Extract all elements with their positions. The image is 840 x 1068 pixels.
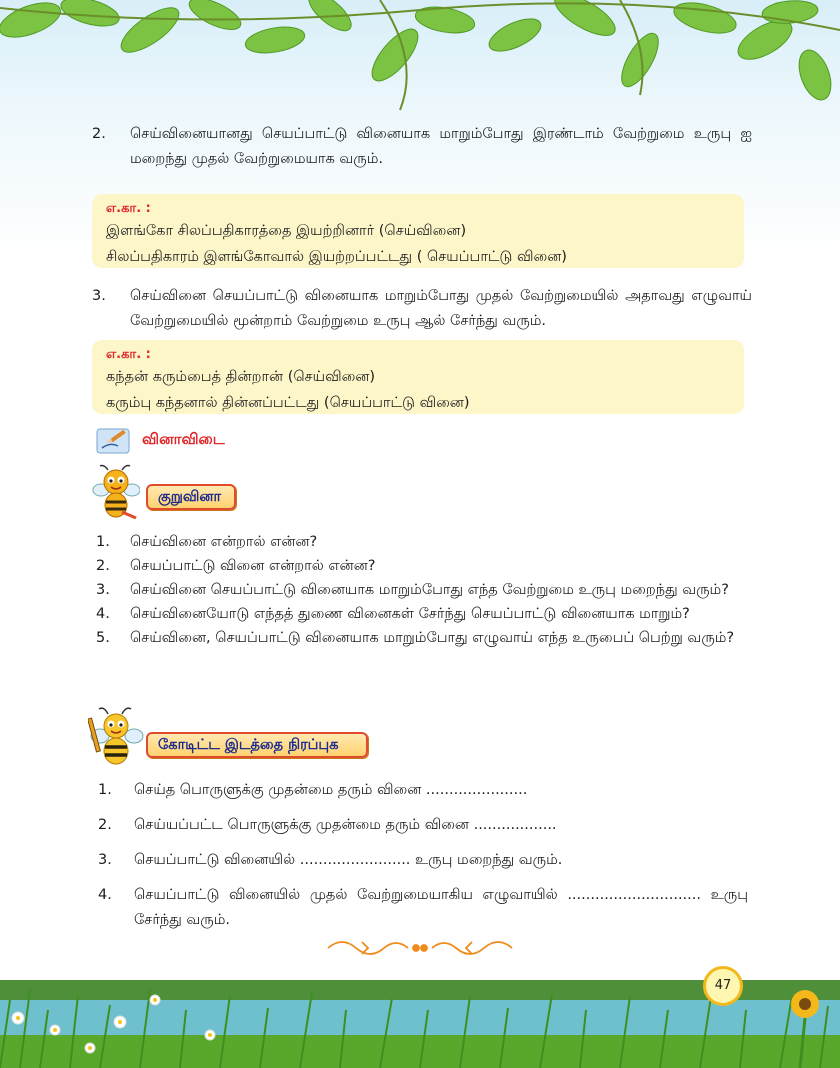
item-number: 3. [98, 852, 112, 868]
list-item [96, 578, 746, 602]
bee-with-pencil-icon [88, 706, 144, 768]
qa-heading: வினாவிடை [142, 430, 225, 448]
item-text: செய்வினை என்றால் என்ன? [130, 534, 318, 550]
item-text: செய்யப்பட்ட பொருளுக்கு முதன்மை தரும் வினை .................. [134, 817, 557, 833]
item-number: 2. [96, 558, 110, 574]
leaves-decoration [0, 0, 840, 125]
item-number: 3. [96, 582, 110, 598]
fill-blanks-tag: கோடிட்ட இடத்தை நிரப்புக [146, 732, 368, 758]
item-text: செயப்பாட்டு வினையில் முதல் வேற்றுமையாகிய எழுவாயில் ............................. உருபு சேர்ந்து வரும். [134, 887, 748, 928]
item-text: செயப்பாட்டு வினை என்றால் என்ன? [130, 558, 376, 574]
short-question-tag: குறுவினா [146, 484, 236, 510]
pen-writing-icon [96, 428, 130, 454]
list-item [96, 602, 746, 626]
example-box [92, 340, 744, 414]
example-line: கந்தன் கரும்பைத் தின்றான் (செய்வினை) [106, 369, 376, 385]
list-item [98, 883, 748, 933]
rule-item [92, 284, 752, 334]
list-item [96, 554, 746, 578]
item-text: செய்த பொருளுக்கு முதன்மை தரும் வினை ...................... [134, 782, 528, 798]
example-box [92, 194, 744, 268]
list-item [98, 848, 748, 873]
rule-text: செய்வினையானது செயப்பாட்டு வினையாக மாறும்போது இரண்டாம் வேற்றுமை உருபு ஐ மறைந்து முதல் வேற்றுமையாக வரும். [130, 126, 752, 167]
rule-item [92, 122, 752, 172]
example-line: கரும்பு கந்தனால் தின்னப்பட்டது (செயப்பாட்டு வினை) [106, 395, 470, 411]
item-text: செய்வினை, செயப்பாட்டு வினையாக மாறும்போது எழுவாய் எந்த உருபைப் பெற்று வரும்? [130, 630, 735, 646]
item-text: செய்வினை செயப்பாட்டு வினையாக மாறும்போது எந்த வேற்றுமை உருபு மறைந்து வரும்? [130, 582, 729, 598]
item-number: 5. [96, 630, 110, 646]
list-item [96, 530, 746, 554]
example-line: இளங்கோ சிலப்பதிகாரத்தை இயற்றினார் (செய்வினை) [106, 223, 467, 239]
rule-number: 2. [92, 126, 106, 142]
list-item [96, 626, 746, 650]
list-item [98, 813, 748, 838]
item-number: 4. [96, 606, 110, 622]
list-item [98, 778, 748, 803]
page-number: 47 [703, 966, 743, 1006]
item-number: 1. [98, 782, 112, 798]
item-number: 2. [98, 817, 112, 833]
example-label: எ.கா. : [106, 201, 151, 216]
short-question-list [96, 530, 746, 650]
item-text: செய்வினையோடு எந்தத் துணை வினைகள் சேர்ந்து செயப்பாட்டு வினையாக மாறும்? [130, 606, 690, 622]
item-text: செயப்பாட்டு வினையில் ........................ உருபு மறைந்து வரும். [134, 852, 563, 868]
rule-text: செய்வினை செயப்பாட்டு வினையாக மாறும்போது முதல் வேற்றுமையில் அதாவது எழுவாய் வேற்றுமையில் மூன்றாம் வேற்றுமை உருபு ஆல் சேர்ந்து வரும். [130, 288, 752, 329]
item-number: 1. [96, 534, 110, 550]
item-number: 4. [98, 887, 112, 903]
bee-mascot-icon [92, 464, 140, 520]
rule-number: 3. [92, 288, 106, 304]
example-line: சிலப்பதிகாரம் இளங்கோவால் இயற்றப்பட்டது ( செயப்பாட்டு வினை) [106, 249, 567, 265]
ornament-divider [322, 934, 518, 962]
example-label: எ.கா. : [106, 347, 151, 362]
fill-blanks-list [98, 778, 748, 943]
